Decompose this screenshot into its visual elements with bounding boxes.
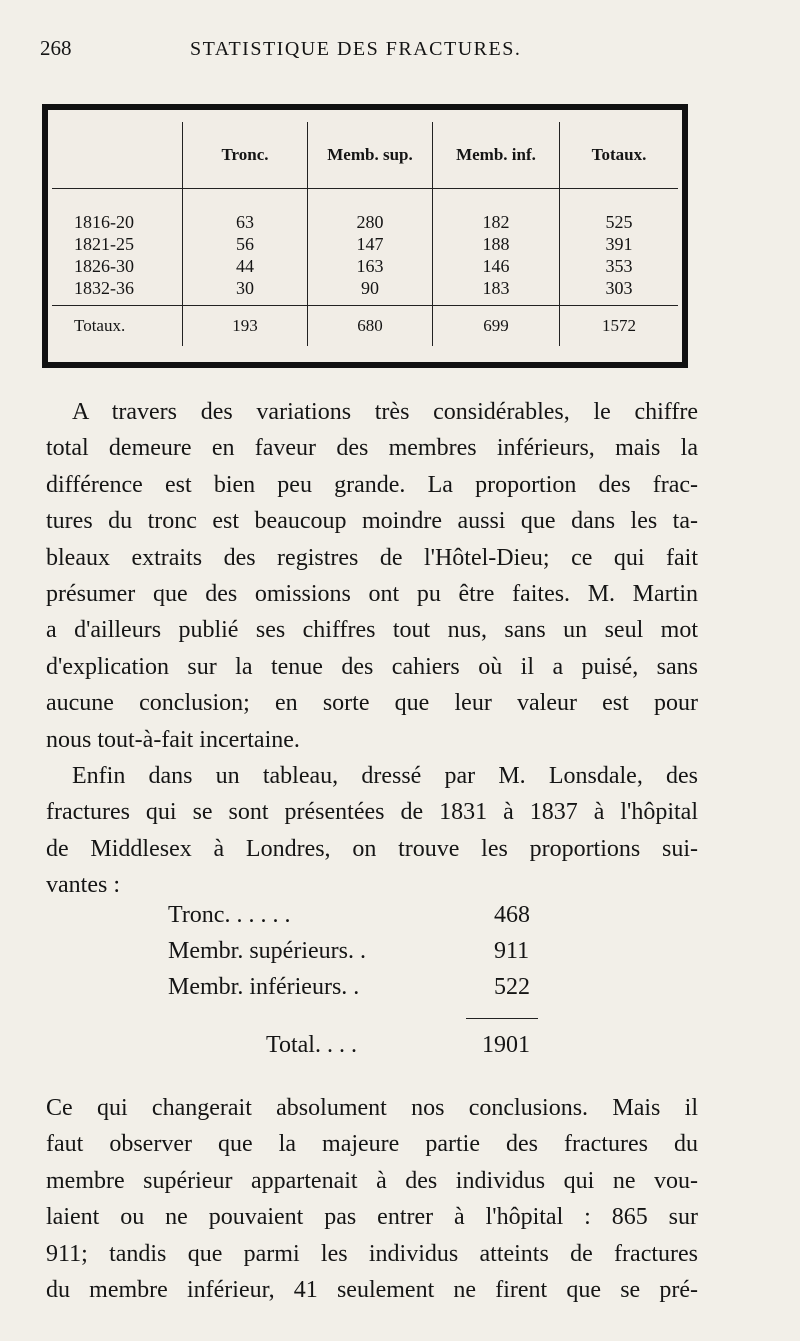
stats-table xyxy=(52,122,678,346)
table-value: 183 xyxy=(482,278,510,298)
table-value: 44 xyxy=(236,256,254,276)
year-range: 1826-30 xyxy=(74,256,134,276)
page-number: 268 xyxy=(40,36,72,60)
text-line: différence est bien peu grande. La proportion des frac- xyxy=(46,471,698,498)
running-title: STATISTIQUE DES FRACTURES. xyxy=(190,38,522,60)
table-value: 30 xyxy=(236,278,254,298)
table-value: 147 xyxy=(356,234,384,254)
proportion-row xyxy=(168,938,588,974)
memb-sup-cell xyxy=(308,189,433,306)
totaux-cell xyxy=(560,189,679,306)
paragraph-3 xyxy=(46,1090,698,1308)
proportion-row xyxy=(168,974,588,1010)
table-value: 90 xyxy=(361,278,379,298)
table-value: 353 xyxy=(605,256,633,276)
text-line: total demeure en faveur des membres inférieurs, mais la xyxy=(46,435,698,462)
text-line: tures du tronc est beaucoup moindre aussi que dans les ta- xyxy=(46,508,698,535)
text-line: d'explication sur la tenue des cahiers où il a puisé, sans xyxy=(46,653,698,680)
table-value: 56 xyxy=(236,234,254,254)
text-line: aucune conclusion; en sorte que leur valeur est pour xyxy=(46,690,698,717)
table-value: 280 xyxy=(356,212,384,232)
text-line: fractures qui se sont présentées de 1831 à 1837 à l'hôpital xyxy=(46,799,698,826)
text-line: bleaux extraits des registres de l'Hôtel-Dieu; ce qui fait xyxy=(46,544,698,571)
table-value: 182 xyxy=(482,212,510,232)
proportion-total-value: 1901 xyxy=(482,1032,530,1058)
total-memb-inf: 699 xyxy=(433,306,560,347)
column-header-memb-inf: Memb. inf. xyxy=(433,122,560,189)
year-range: 1832-36 xyxy=(74,278,134,298)
year-range: 1816-20 xyxy=(74,212,134,232)
column-header-tronc: Tronc. xyxy=(183,122,308,189)
table-value: 303 xyxy=(605,278,633,298)
years-cell xyxy=(52,189,183,306)
page-header xyxy=(40,36,720,72)
proportion-total-label: Total. . . . xyxy=(266,1032,357,1058)
proportion-value: 522 xyxy=(494,974,530,1000)
proportion-value: 911 xyxy=(494,938,530,964)
proportion-label: Membr. inférieurs. . xyxy=(168,974,360,1000)
column-header-period xyxy=(52,122,183,189)
text-line: Enfin dans un tableau, dressé par M. Lonsdale, des xyxy=(72,763,698,790)
tronc-cell xyxy=(183,189,308,306)
proportion-row xyxy=(168,902,588,938)
fracture-statistics-table xyxy=(42,104,688,368)
text-line: A travers des variations très considérables, le chiffre xyxy=(72,399,698,425)
table-body-row xyxy=(52,189,678,306)
proportion-label: Tronc. . . . . . xyxy=(168,902,291,928)
table-value: 63 xyxy=(236,212,254,232)
text-line: 911; tandis que parmi les individus atteints de fractures xyxy=(46,1240,698,1267)
body-text xyxy=(46,394,698,904)
text-line: Ce qui changerait absolument nos conclusions. Mais il xyxy=(46,1095,698,1121)
text-line: de Middlesex à Londres, on trouve les proportions sui- xyxy=(46,835,698,862)
year-range: 1821-25 xyxy=(74,234,134,254)
column-header-totaux: Totaux. xyxy=(560,122,679,189)
table-value: 391 xyxy=(605,234,633,254)
text-line: vantes : xyxy=(46,872,120,899)
text-line: nous tout-à-fait incertaine. xyxy=(46,726,300,753)
text-line: présumer que des omissions ont pu être faites. M. Martin xyxy=(46,581,698,608)
text-line: faut observer que la majeure partie des fractures du xyxy=(46,1131,698,1158)
table-value: 163 xyxy=(356,256,384,276)
lonsdale-proportions xyxy=(168,902,588,1010)
paragraph-2 xyxy=(46,758,698,904)
total-memb-sup: 680 xyxy=(308,306,433,347)
table-value: 146 xyxy=(482,256,510,276)
text-line: laient ou ne pouvaient pas entrer à l'hôpital : 865 sur xyxy=(46,1204,698,1231)
totals-row xyxy=(52,306,678,347)
text-line: a d'ailleurs publié ses chiffres tout nus, sans un seul mot xyxy=(46,617,698,644)
column-header-memb-sup: Memb. sup. xyxy=(308,122,433,189)
table-value: 188 xyxy=(482,234,510,254)
proportion-value: 468 xyxy=(494,902,530,928)
total-tronc: 193 xyxy=(183,306,308,347)
sum-rule xyxy=(466,1018,538,1019)
memb-inf-cell xyxy=(433,189,560,306)
table-value: 525 xyxy=(605,212,633,232)
proportion-total-row xyxy=(266,1032,586,1059)
totals-label: Totaux. xyxy=(52,306,183,347)
proportion-label: Membr. supérieurs. . xyxy=(168,938,366,964)
text-line: membre supérieur appartenait à des individus qui ne vou- xyxy=(46,1167,698,1194)
paragraph-1 xyxy=(46,394,698,758)
text-line: du membre inférieur, 41 seulement ne firent que se pré- xyxy=(46,1277,698,1304)
table-header-row xyxy=(52,122,678,189)
total-grand: 1572 xyxy=(560,306,679,347)
